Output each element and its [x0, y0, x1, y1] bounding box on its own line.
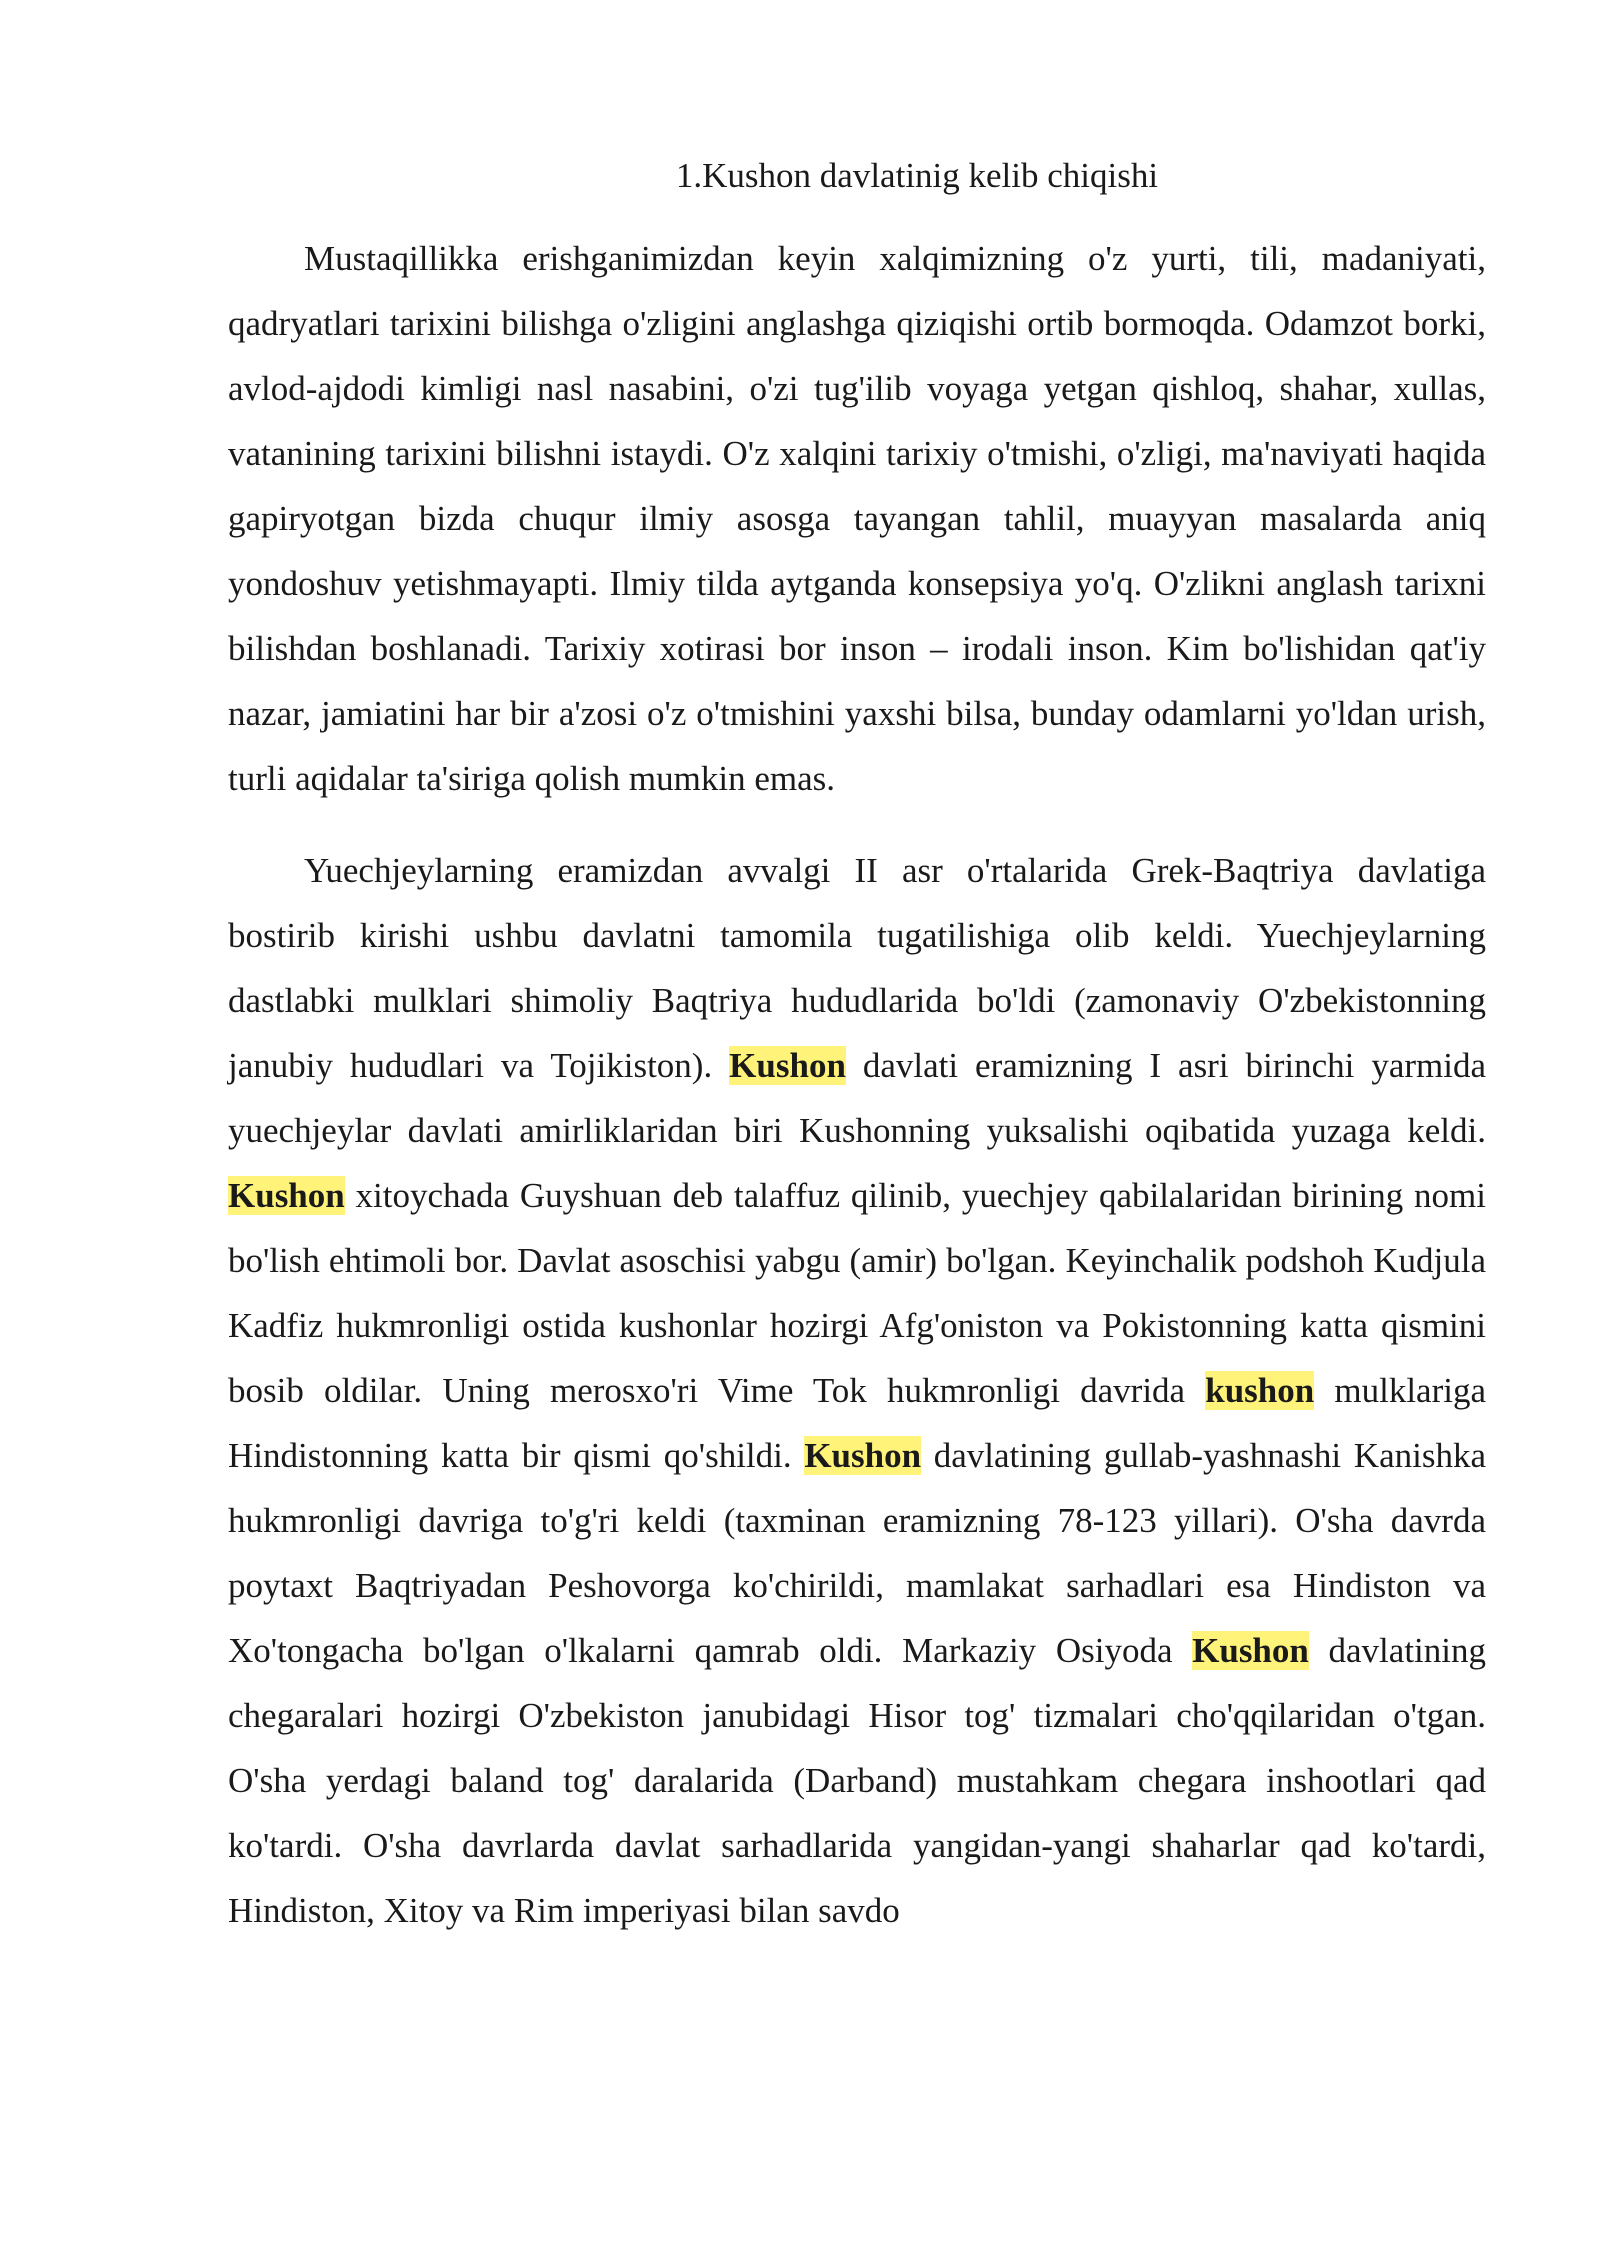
highlighted-term: Kushon — [1192, 1631, 1309, 1670]
paragraph-text: Mustaqillikka erishganimizdan keyin xalqimizning o'z yurti, tili, madaniyati, qadryatlari tarixini bilishga o'zligini anglashga qiziqishi ortib bormoqda. Odamzot borki, avlod-ajdodi kimligi nasl nasabini, o'zi tug'ilib voyaga yetgan qishloq, shahar, xullas, vatanining tarixini bilishni istaydi. O'z xalqini tarixiy o'tmishi, o'zligi, ma'naviyati haqida gapiryotgan bizda chuqur ilmiy asosga tayangan tahlil, muayyan masalarda aniq yondoshuv yetishmayapti. Ilmiy tilda aytganda konsepsiya yo'q. O'zlikni anglash tarixni bilishdan boshlanadi. Tarixiy xotirasi bor inson – irodali inson. Kim bo'lishidan qat'iy nazar, jamiatini har bir a'zosi o'z o'tmishini yaxshi bilsa, bunday odamlarni yo'ldan urish, turli aqidalar ta'siriga qolish mumkin emas. — [228, 239, 1486, 798]
paragraph-text: xitoychada Guyshuan deb talaffuz qilinib, yuechjey qabilalaridan birining nomi bo'lish ehtimoli bor. Davlat asoschisi yabgu (amir) bo'lgan. Keyinchalik podshoh Kudjula Kadfiz hukmronligi ostida kushonlar hozirgi Afg'oniston va Pokistonning katta qismini bosib oldilar. Uning merosxo'ri Vime Tok hukmronligi davrida — [228, 1176, 1486, 1410]
highlighted-term: Kushon — [729, 1046, 846, 1085]
highlighted-term: kushon — [1205, 1371, 1315, 1410]
document-body — [228, 150, 1486, 1970]
paragraph-text: davlatining chegaralari hozirgi O'zbekiston janubidagi Hisor tog' tizmalari cho'qqilaridan o'tgan. O'sha yerdagi baland tog' daralarida (Darband) mustahkam chegara inshootlari qad ko'tardi. O'sha davrlarda davlat sarhadlarida yangidan-yangi shaharlar qad ko'tardi, Hindiston, Xitoy va Rim imperiyasi bilan savdo — [228, 1631, 1486, 1930]
document-title: 1.Kushon davlatinig kelib chiqishi — [675, 156, 1159, 195]
paragraph-text: Yuechjeylarning eramizdan avvalgi II asr o'rtalarida Grek-Baqtriya davlatiga bostirib kirishi ushbu davlatni tamomila tugatilishiga olib keldi. Yuechjeylarning dastlabki mulklari shimoliy Baqtriya hududlarida bo'ldi (zamonaviy O'zbekistonning janubiy hududlari va Tojikiston). — [228, 851, 1486, 1085]
paragraph-container — [228, 226, 1486, 1943]
body-paragraph — [228, 838, 1486, 1943]
highlighted-term: Kushon — [228, 1176, 345, 1215]
paragraph-text: davlati eramizning I asri birinchi yarmida yuechjeylar davlati amirliklaridan biri Kushonning yuksalishi oqibatida yuzaga keldi. — [228, 1046, 1486, 1150]
paragraph-text: davlatining gullab-yashnashi Kanishka hukmronligi davriga to'g'ri keldi (taxminan eramizning 78-123 yillari). O'sha davrda poytaxt Baqtriyadan Peshovorga ko'chirildi, mamlakat sarhadlari esa Hindiston va Xo'tongacha bo'lgan o'lkalarni qamrab oldi. Markaziy Osiyoda — [228, 1436, 1486, 1670]
paragraph-text: mulklariga Hindistonning katta bir qismi qo'shildi. — [228, 1371, 1487, 1475]
body-paragraph — [228, 226, 1486, 811]
highlighted-term: Kushon — [804, 1436, 922, 1475]
